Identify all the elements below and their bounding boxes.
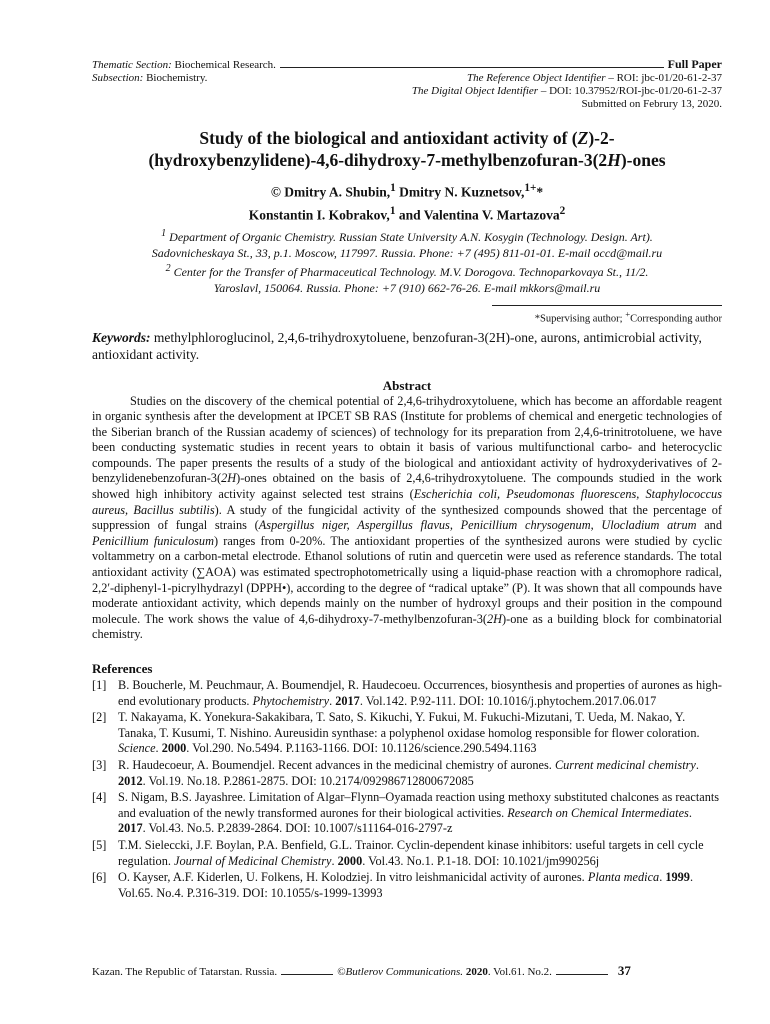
doi-label: The Digital Object Identifier: [411, 85, 539, 97]
reference-authors: O. Kayser, A.F. Kiderlen, U. Folkens, H. Kolodziej. In vitro leishmanicidal activity of aurones.: [118, 870, 588, 885]
footer-volume: . Vol.61. No.2.: [487, 966, 552, 978]
reference-text: [118, 838, 722, 869]
author-kuznetsov: Dmitry N. Kuznetsov,: [395, 184, 525, 200]
abstract-seg: Studies on the discovery of the chemical potential of 2,4,6-trihydroxytoluene, which has become an affordable reagent in organic synthesis after the development at IPCET SB RAS (Institute for problems of chemical and energetic technologies of the Siberian branch of the Russian academy of sciences) of technology for its preparation from 2,4,6-trinitrotoluene, we have been conducting systematic studies in recent years to obtain it basis of various multifunctional carbo- and heterocyclic compounds. The paper presents the results of a study of the biological and antioxidant activity of hydroxyderivatives of 2-benzylidenebenzofuran-3(: [92, 393, 722, 486]
reference-item: [92, 870, 722, 901]
reference-year: 2017: [118, 821, 143, 836]
reference-year: 2000: [337, 853, 363, 868]
footer-blank-1: [281, 974, 333, 975]
header-line-1: [92, 58, 722, 72]
reference-text: [118, 870, 722, 901]
footer-journal: ©Butlerov Communications.: [337, 966, 464, 978]
doi-line: [92, 85, 722, 98]
footer-blank-2: [556, 974, 608, 975]
page-footer: [92, 963, 722, 979]
roi-label: The Reference Object Identifier: [467, 72, 606, 84]
reference-authors: R. Haudecoeur, A. Boumendjel. Recent advances in the medicinal chemistry of aurones.: [118, 757, 555, 772]
reference-journal: Research on Chemical Intermediates: [507, 805, 689, 820]
affil-1-line-2: Sadovnicheskaya St., 33, p.1. Moscow, 117997. Russia. Phone: +7 (495) 811-01-01. E-mail occd@mail.ru: [151, 245, 663, 260]
title-h: H: [607, 150, 621, 170]
abstract-seg: ) ranges from 0-20%. The antioxidant properties of the synthesized aurons were studied by cyclic voltammetry on a carbon-metal electrode. Ethanol solutions of rutin and quercetin were used as reference standards. The total antioxidant activity (∑AOA) was estimated spectrophotometrically using a liquid-phase reaction with a chromophore radical, 2,2′-diphenyl-1-picrylhydrazyl (DPPH•), according to the degree of “radical uptake” (P). It was shown that all compounds have moderate antioxidant activity, which depends mainly on the number of hydroxyl groups and their position in the compound molecule. The work shows the value of 4,6-dihydroxy-7-methylbenzofuran-3(: [92, 533, 722, 626]
reference-text: [118, 678, 722, 709]
abstract-seg: ). A study of the fungicidal activity of the synthesized compounds showed that the percentage of suppression of fungal strains (: [92, 502, 723, 533]
reference-journal: Current medicinal chemistry: [554, 757, 696, 772]
reference-details: . Vol.19. No.18. P.2861-2875. DOI: 10.2174/092986712800672085: [142, 773, 474, 788]
keywords: [92, 329, 722, 363]
reference-details: . Vol.43. No.5. P.2839-2864. DOI: 10.1007/s11164-016-2797-z: [142, 821, 453, 836]
thematic-value: Biochemical Research.: [174, 59, 276, 71]
author-mark: *: [536, 184, 544, 200]
reference-year: 1999: [665, 870, 690, 885]
reference-sep: .: [659, 870, 666, 885]
references-heading: References: [92, 661, 153, 676]
reference-list: [92, 678, 722, 901]
roi-value: – ROI: jbc-01/20-61-2-37: [608, 72, 722, 84]
reference-authors: T.M. Sieleccki, J.F. Boylan, P.A. Benfield, G.L. Trainor. Cyclin-dependent kinase inhibitors: useful targets in cell cycle regulation.: [118, 837, 704, 868]
footer-year: 2020: [465, 966, 488, 978]
reference-authors: S. Nigam, B.S. Jayashree. Limitation of Algar–Flynn–Oyamada reaction using methoxy substituted chalcones as reactants and evaluation of the newly transformed aurones for their biological activities.: [118, 790, 720, 820]
paper-title: [92, 127, 722, 171]
reference-number: [6]: [92, 870, 107, 885]
footnote-rule: [492, 305, 722, 306]
reference-authors: B. Boucherle, M. Peuchmaur, A. Boumendjel, R. Haudecoeu. Occurrences, biosynthesis and properties of aurones as high-end evolutionary products.: [118, 678, 722, 708]
reference-journal: Planta medica: [587, 870, 660, 885]
author-sup: 1+: [524, 182, 537, 194]
author-list: [92, 179, 722, 224]
abstract-italic: 2H: [487, 611, 503, 626]
thematic-section: [92, 59, 276, 72]
reference-number: [4]: [92, 790, 107, 805]
keywords-text: methylphloroglucinol, 2,4,6-trihydroxytoluene, benzofuran-3(2H)-one, aurons, antimicrobial activity, antioxidant activity.: [92, 329, 702, 362]
reference-number: [1]: [92, 678, 107, 692]
affil-2-line-1: Center for the Transfer of Pharmaceutical Technology. M.V. Dorogova. Technoparkovaya St., 11/2.: [170, 265, 649, 279]
abstract-italic: 2H: [221, 471, 237, 486]
header-rule: [280, 66, 664, 68]
reference-sep: .: [329, 693, 336, 708]
page-number: 37: [617, 963, 631, 978]
affil-sup: 1: [161, 228, 167, 239]
reference-journal: Phytochemistry: [252, 693, 330, 708]
reference-journal: Science: [118, 741, 156, 756]
reference-item: [92, 710, 722, 757]
abstract-seg: )-ones obtained on the basis of 2,4,6-trihydroxytoluene. The compounds studied in the work showed high inhibitory activity against selected test strains (: [92, 471, 722, 502]
author-footnote: [92, 308, 722, 326]
subsection: [92, 72, 207, 85]
abstract-heading: Abstract: [382, 377, 432, 393]
affiliations: [92, 226, 722, 296]
subsection-label: Subsection:: [92, 72, 144, 84]
author-martazova: and Valentina V. Martazova: [395, 207, 560, 222]
header-line-2: [92, 72, 722, 85]
reference-sep: .: [331, 853, 338, 868]
thematic-label: Thematic Section:: [92, 59, 172, 71]
reference-sep: .: [688, 805, 692, 820]
reference-year: 2012: [118, 773, 143, 788]
roi-line: [467, 72, 722, 85]
affil-sup: 2: [165, 263, 171, 274]
title-part-4: )-ones: [620, 150, 666, 170]
reference-journal: Journal of Medicinal Chemistry: [174, 853, 332, 868]
abstract-seg: and: [696, 518, 722, 533]
title-part-2: )-2-: [588, 128, 615, 148]
reference-item: [92, 678, 722, 709]
subsection-value: Biochemistry.: [146, 72, 208, 84]
full-paper-label: Full Paper: [667, 57, 722, 71]
reference-number: [3]: [92, 757, 107, 772]
abstract-italic: Aspergillus niger, Aspergillus flavus, Penicillium chrysogenum, Ulocladium atrum: [258, 518, 697, 533]
abstract-italic: Escherichia coli, Pseudomonas fluorescens, Staphylococcus aureus, Bacillus subtilis: [92, 487, 722, 517]
reference-sep: .: [695, 757, 699, 772]
reference-item: [92, 758, 722, 789]
reference-sep: .: [155, 741, 162, 756]
reference-details: . Vol.290. No.5494. P.1163-1166. DOI: 10.1126/science.290.5494.1163: [186, 741, 537, 756]
reference-number: [2]: [92, 710, 107, 725]
doi-value: – DOI: 10.37952/ROI-jbc-01/20-61-2-37: [540, 85, 722, 97]
reference-year: 2000: [161, 741, 187, 756]
title-z: Z: [577, 128, 589, 148]
article-page: [92, 58, 722, 901]
footer-location: Kazan. The Republic of Tatarstan. Russia.: [92, 966, 278, 978]
reference-details: . Vol.65. No.4. P.316-319. DOI: 10.1055/s-1999-13993: [118, 870, 694, 900]
title-part-3: (hydroxybenzylidene)-4,6-dihydroxy-7-methylbenzofuran-3(2: [148, 150, 608, 170]
keywords-label: Keywords:: [92, 329, 151, 345]
footnote-sup: +: [625, 309, 631, 319]
submitted-date: Submitted on Februry 13, 2020.: [581, 98, 722, 110]
reference-text: [118, 790, 722, 837]
footnote-text-1: *Supervising author;: [534, 313, 626, 325]
reference-item: [92, 790, 722, 837]
reference-text: [118, 758, 722, 789]
reference-year: 2017: [335, 693, 360, 708]
author-sup: 2: [559, 204, 566, 217]
reference-text: [118, 710, 722, 757]
abstract-text: [92, 394, 722, 644]
reference-details: . Vol.43. No.1. P.1-18. DOI: 10.1021/jm990256j: [362, 853, 600, 868]
author-sup: 1: [389, 204, 396, 217]
abstract-italic: Penicillium funiculosum: [92, 533, 214, 548]
affil-1-line-1: Department of Organic Chemistry. Russian State University A.N. Kosygin (Technology. Design. Art).: [166, 230, 653, 244]
author-kobrakov: Konstantin I. Kobrakov,: [248, 207, 390, 222]
author-shubin: © Dmitry A. Shubin,: [270, 184, 391, 200]
title-part-1: Study of the biological and antioxidant activity of (: [199, 128, 578, 148]
author-sup: 1: [390, 182, 396, 194]
reference-authors: T. Nakayama, K. Yonekura-Sakakibara, T. Sato, S. Kikuchi, Y. Fukui, M. Fukuchi-Mizutani, T. Ueda, M. Nakao, Y. Tanaka, T. Kusumi, T. Nishino. Aureusidin synthase: a polyphenol oxidase homolog responsible for flower coloration.: [118, 710, 700, 740]
abstract-seg: )-one as a building block for combinatorial chemistry.: [92, 611, 722, 642]
reference-item: [92, 838, 722, 869]
footnote-text-2: Corresponding author: [630, 313, 722, 325]
reference-number: [5]: [92, 837, 107, 852]
affil-2-line-2: Yaroslavl, 150064. Russia. Phone: +7 (910) 662-76-26. E-mail mkkors@mail.ru: [213, 280, 601, 295]
reference-details: . Vol.142. P.92-111. DOI: 10.1016/j.phytochem.2017.06.017: [359, 693, 657, 708]
